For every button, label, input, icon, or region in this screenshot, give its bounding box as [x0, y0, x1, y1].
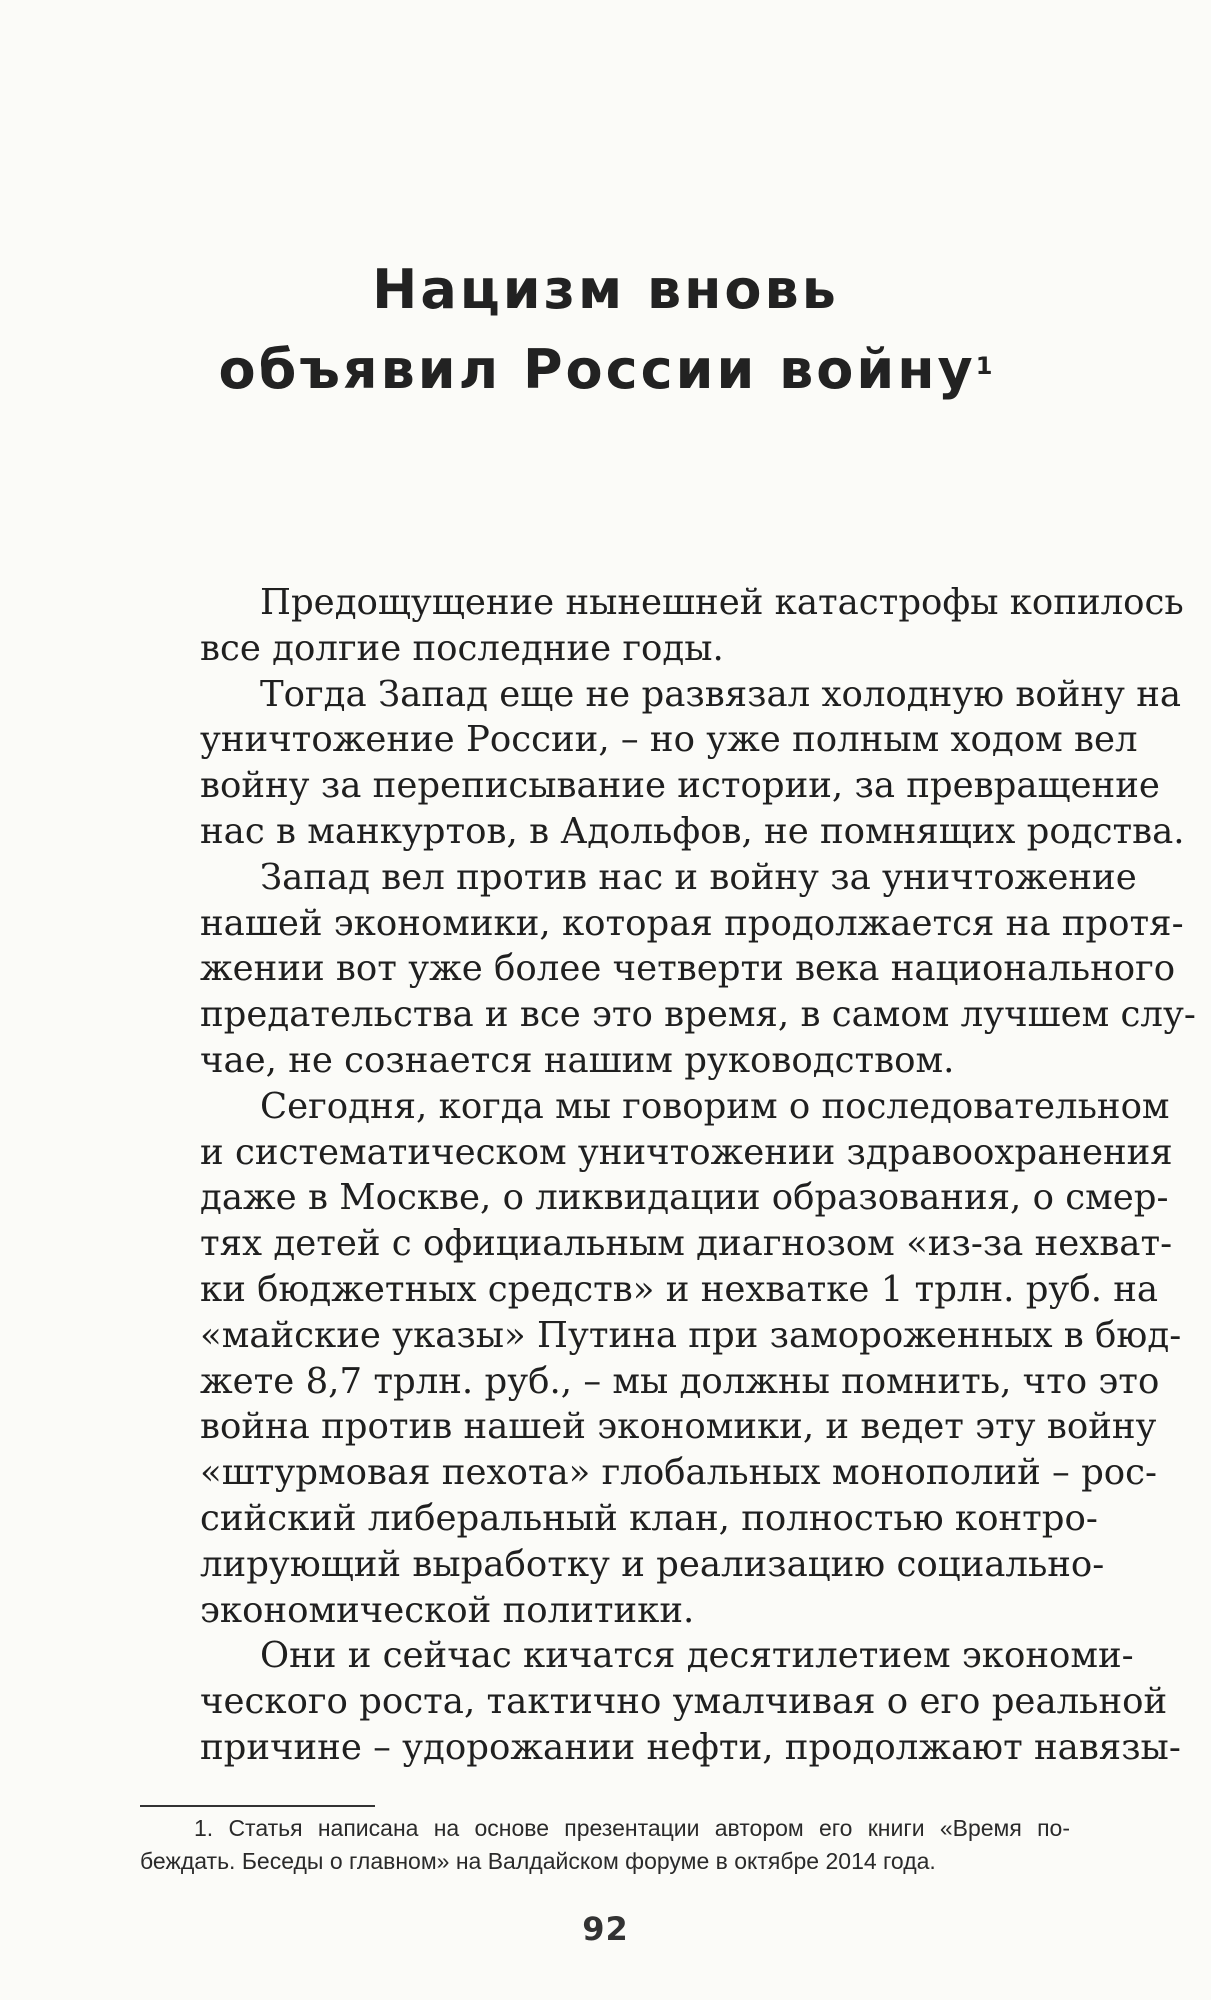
chapter-title-line-2-text: объявил России войну [218, 338, 976, 401]
text-line: чае, не сознается нашим руководством. [200, 1039, 955, 1081]
text-line: и систематическом уничтожении здравоохранения [200, 1131, 1173, 1173]
text-line: «штурмовая пехота» глобальных монополий – рос- [200, 1452, 1158, 1494]
text-line: Запад вел против нас и войну за уничтожение [260, 856, 1137, 898]
chapter-title [0, 250, 1211, 410]
text-line: ческого роста, тактично умалчивая о его реальной [200, 1681, 1168, 1723]
footnote-line-2: беждать. Беседы о главном» на Валдайском форуме в октябре 2014 года. [140, 1848, 936, 1874]
footnote [140, 1812, 1070, 1878]
text-line: тях детей с официальным диагнозом «из-за нехват- [200, 1223, 1173, 1265]
text-line: Предощущение нынешней катастрофы копилось [260, 582, 1184, 623]
text-line: Они и сейчас кичатся десятилетием экономи- [260, 1635, 1134, 1677]
text-line: нашей экономики, которая продолжается на протя- [200, 902, 1184, 944]
chapter-title-line-1: Нацизм вновь [372, 258, 839, 321]
body-text [140, 580, 1196, 1771]
text-line: предательства и все это время, в самом лучшем слу- [200, 994, 1196, 1036]
text-line: войну за переписывание истории, за превращение [200, 765, 1160, 807]
text-line: Сегодня, когда мы говорим о последовательном [260, 1085, 1170, 1127]
text-line: экономической политики. [200, 1589, 695, 1631]
text-line: нас в манкуртов, в Адольфов, не помнящих родства. [200, 810, 1185, 852]
footnote-reference[interactable]: 1 [975, 352, 993, 380]
text-line: лирующий выработку и реализацию социально- [200, 1543, 1105, 1585]
text-line: даже в Москве, о ликвидации образования, о смер- [200, 1177, 1169, 1219]
paragraph-2 [140, 672, 1185, 855]
footnote-divider [140, 1805, 375, 1807]
text-line: «майские указы» Путина при замороженных в бюд- [200, 1314, 1182, 1356]
text-line: сийский либеральный клан, полностью контро- [200, 1497, 1098, 1539]
paragraph-3 [140, 855, 1196, 1084]
paragraph-4 [140, 1084, 1182, 1634]
text-line: причине – удорожании нефти, продолжают навязы- [200, 1726, 1181, 1768]
text-line: ки бюджетных средств» и нехватке 1 трлн. руб. на [200, 1268, 1159, 1310]
text-line: жении вот уже более четверти века национального [200, 948, 1176, 990]
text-line: все долгие последние годы. [200, 627, 724, 669]
text-line: война против нашей экономики, и ведет эту войну [200, 1406, 1157, 1448]
text-line: Тогда Запад еще не развязал холодную войну на [260, 673, 1182, 715]
paragraph-1 [140, 580, 1184, 672]
text-line: жете 8,7 трлн. руб., – мы должны помнить, что это [200, 1360, 1160, 1402]
footnote-line-1: 1. Статья написана на основе презентации автором его книги «Время по- [194, 1815, 1070, 1841]
page-number: 92 [582, 1910, 629, 1948]
chapter-title-line-2 [0, 330, 1211, 410]
text-line: уничтожение России, – но уже полным ходом вел [200, 719, 1138, 761]
paragraph-5 [140, 1633, 1181, 1770]
